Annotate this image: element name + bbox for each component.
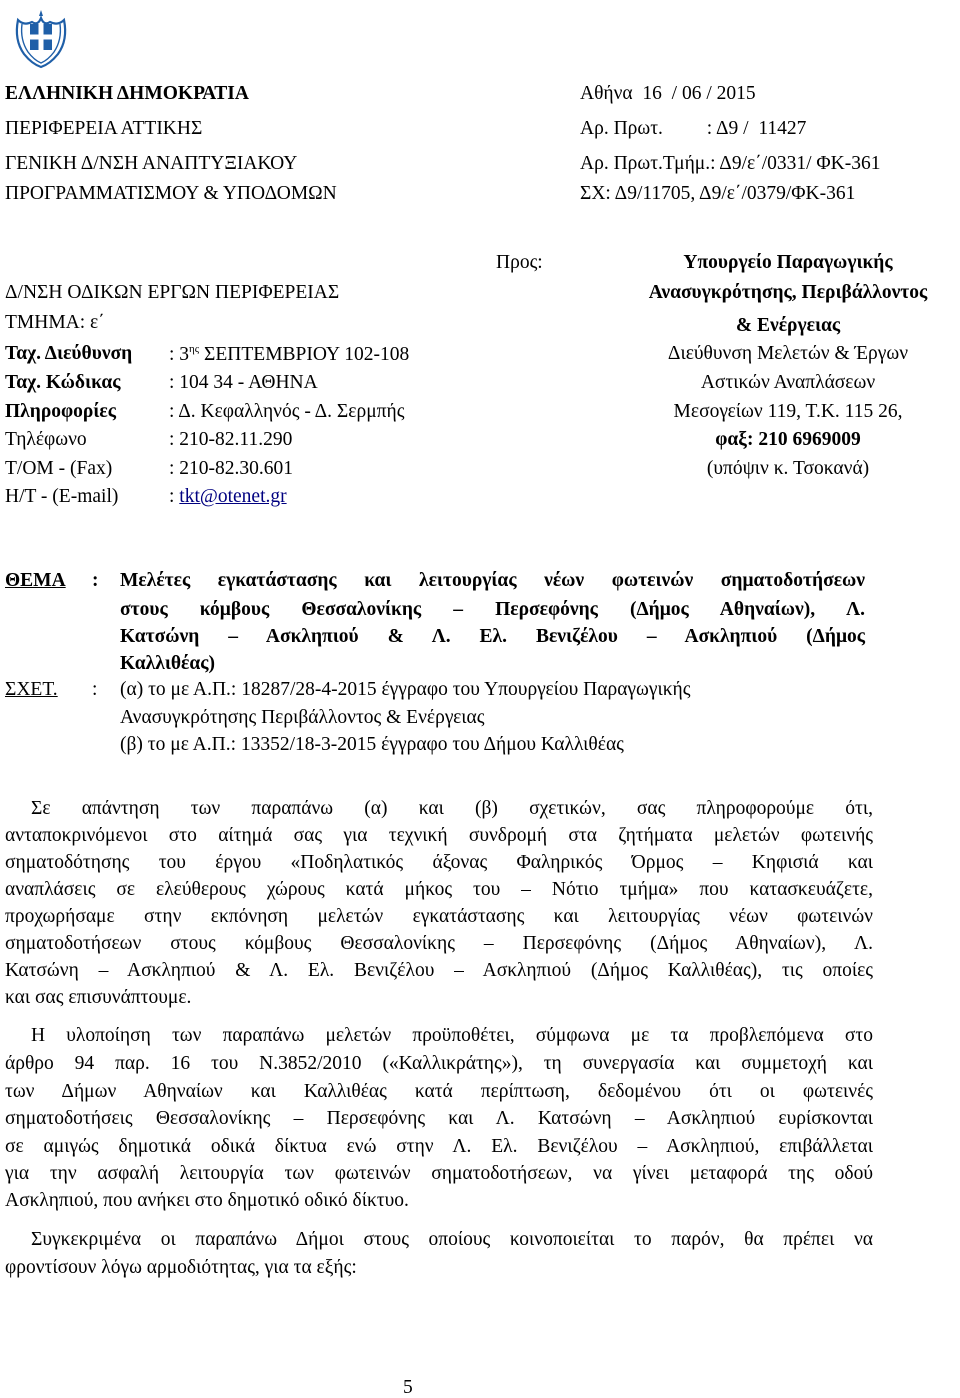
body-p1-line-8: και σας επισυνάπτουμε.: [5, 987, 192, 1008]
reference-line-1: (α) το με Α.Π.: 18287/28-4-2015 έγγραφο του Υπουργείου Παραγωγικής: [120, 679, 691, 700]
body-p1-line-1: Σε απάντηση των παραπάνω (α) και (β) σχετικών, σας πληροφορούμε ότι,: [31, 798, 873, 819]
body-p1-line-3: σηματοδότησης του έργου «Ποδηλατικός άξονας Φαληρικός Όρμος – Κηφισιά και: [5, 852, 873, 873]
subject-label: ΘΕΜΑ: [5, 570, 66, 591]
postcode-value: : 104 34 - ΑΘΗΝΑ: [169, 372, 318, 393]
postcode-label: Ταχ. Κώδικας: [5, 372, 121, 393]
header-protocol-number: Αρ. Πρωτ. : Δ9 / 11427: [580, 118, 807, 139]
recipient-line-6: Μεσογείων 119, Τ.Κ. 115 26,: [673, 401, 903, 422]
recipient-line-3: & Ενέργειας: [735, 315, 841, 336]
body-p2-line-4: σηματοδοτήσεις Θεσσαλονίκης – Περσεφόνης και Λ. Κατσώνη – Ασκληπιού ευρίσκονται: [5, 1108, 873, 1129]
body-p2-line-1: Η υλοποίηση των παραπάνω μελετών προϋποθέτει, σύμφωνα με τα προβλεπόμενα στο: [31, 1025, 873, 1046]
header-related-protocol: ΣΧ: Δ9/11705, Δ9/ε΄/0379/ΦΚ-361: [580, 183, 856, 204]
recipient-attention: (υπόψιν κ. Τσοκανά): [706, 458, 870, 479]
address-ordinal: ης: [189, 343, 200, 355]
info-label: Πληροφορίες: [5, 401, 116, 422]
body-p2-line-6: για την ασφαλή λειτουργία των φωτεινών σηματοδοτήσεων, να γίνει μεταφορά της οδού: [5, 1163, 873, 1184]
recipient-line-4: Διεύθυνση Μελετών & Έργων: [667, 343, 909, 364]
header-department-protocol: Αρ. Πρωτ.Τμήμ.: Δ9/ε΄/0331/ ΦΚ-361: [580, 153, 881, 174]
info-value: : Δ. Κεφαλληνός - Δ. Σερμπής: [169, 401, 405, 422]
body-p1-line-7: Κατσώνη – Ασκληπιού & Λ. Ελ. Βενιζέλου – Ασκληπιού (Δήμος Καλλιθέας), τις οποίες: [5, 960, 873, 981]
reference-line-3: (β) το με Α.Π.: 13352/18-3-2015 έγγραφο του Δήμου Καλλιθέας: [120, 734, 624, 755]
body-p1-line-6: σηματοδοτήσεων στους κόμβους Θεσσαλονίκης – Περσεφόνης (Δήμος Αθηναίων), Λ.: [5, 933, 873, 954]
reference-line-2: Ανασυγκρότησης Περιβάλλοντος & Ενέργειας: [120, 707, 485, 728]
body-p1-line-5: προχωρήσαμε στην εκπόνηση μελετών εγκατάστασης και λειτουργίας νέων φωτεινών: [5, 906, 873, 927]
email-label: Η/Τ - (E-mail): [5, 486, 119, 507]
fax-value: : 210-82.30.601: [169, 458, 294, 479]
subject-line-2: στους κόμβους Θεσσαλονίκης – Περσεφόνης (Δήμος Αθηναίων), Λ.: [120, 599, 865, 620]
phone-value: : 210-82.11.290: [169, 429, 293, 450]
header-general-directorate: ΓΕΝΙΚΗ Δ/ΝΣΗ ΑΝΑΠΤΥΞΙΑΚΟΥ: [5, 153, 298, 174]
recipient-line-1: Υπουργείο Παραγωγικής: [683, 252, 893, 273]
body-p3-line-1: Συγκεκριμένα οι παραπάνω Δήμοι στους οποίους κοινοποιείται το παρόν, θα πρέπει να: [31, 1229, 873, 1250]
body-p3-line-2: φροντίσουν λόγω αρμοδιότητας, για τα εξής:: [5, 1257, 357, 1278]
reference-label: ΣΧΕΤ.: [5, 679, 58, 700]
fax-label: Τ/ΟΜ - (Fax): [5, 458, 113, 479]
body-p2-line-7: Ασκληπιού, που ανήκει στο δημοτικό οδικό δίκτυο.: [5, 1190, 409, 1211]
email-separator: :: [169, 486, 175, 507]
subject-colon: :: [92, 570, 99, 591]
address-street: ΣΕΠΤΕΜΒΡΙΟΥ 102-108: [204, 344, 410, 365]
recipient-fax: φαξ: 210 6969009: [715, 429, 861, 450]
body-p2-line-5: σε αμιγώς δημοτικά οδικά δίκτυα ενώ στην Λ. Ελ. Βενιζέλου – Ασκληπιού, επιβάλλεται: [5, 1136, 873, 1157]
body-p1-line-4: αναπλάσεις σε ελεύθερους χώρους κατά μήκος του – Νότιο τμήμα» που κατασκευάζετε,: [5, 879, 873, 900]
header-country: ΕΛΛΗΝΙΚΗ ΔΗΜΟΚΡΑΤΙΑ: [5, 83, 249, 104]
sender-directorate: Δ/ΝΣΗ ΟΔΙΚΩΝ ΕΡΓΩΝ ΠΕΡΙΦΕΡΕΙΑΣ: [5, 282, 340, 303]
email-value: [169, 487, 287, 507]
header-general-directorate-cont: ΠΡΟΓΡΑΜΜΑΤΙΣΜΟΥ & ΥΠΟΔΟΜΩΝ: [5, 183, 337, 204]
subject-line-1: Μελέτες εγκατάστασης και λειτουργίας νέων φωτεινών σηματοδοτήσεων: [120, 570, 865, 591]
to-label: Προς:: [496, 252, 543, 273]
sender-department: ΤΜΗΜΑ: ε΄: [5, 312, 105, 333]
address-number: 3: [179, 344, 190, 365]
subject-line-3: Κατσώνη – Ασκληπιού & Λ. Ελ. Βενιζέλου – Ασκληπιού (Δήμος: [120, 626, 865, 647]
reference-colon: :: [92, 679, 98, 700]
header-date: Αθήνα 16 / 06 / 2015: [580, 83, 756, 104]
phone-label: Τηλέφωνο: [5, 429, 87, 450]
address-separator: :: [169, 344, 175, 365]
recipient-line-5: Αστικών Αναπλάσεων: [700, 372, 876, 393]
address-label: Ταχ. Διεύθυνση: [5, 343, 133, 364]
header-region: ΠΕΡΙΦΕΡΕΙΑ ΑΤΤΙΚΗΣ: [5, 118, 203, 139]
address-value: [169, 344, 409, 365]
body-p1-line-2: ανταποκρινόμενοι στο αίτημά σας για τεχνική συνδρομή στα ζητήματα μελετών φωτεινής: [5, 825, 873, 846]
page-number: 5: [403, 1377, 413, 1398]
subject-line-4: Καλλιθέας): [120, 653, 215, 674]
recipient-line-2: Ανασυγκρότησης, Περιβάλλοντος: [648, 282, 928, 303]
greek-emblem-icon: [10, 4, 72, 70]
body-p2-line-2: άρθρο 94 παρ. 16 του Ν.3852/2010 («Καλλικράτης»), τη συνεργασία και συμμετοχή και: [5, 1053, 873, 1074]
body-p2-line-3: των Δήμων Αθηναίων και Καλλιθέας κατά περίπτωση, δεδομένου ότι οι φωτεινές: [5, 1081, 873, 1102]
email-link[interactable]: tkt@otenet.gr: [179, 486, 287, 507]
